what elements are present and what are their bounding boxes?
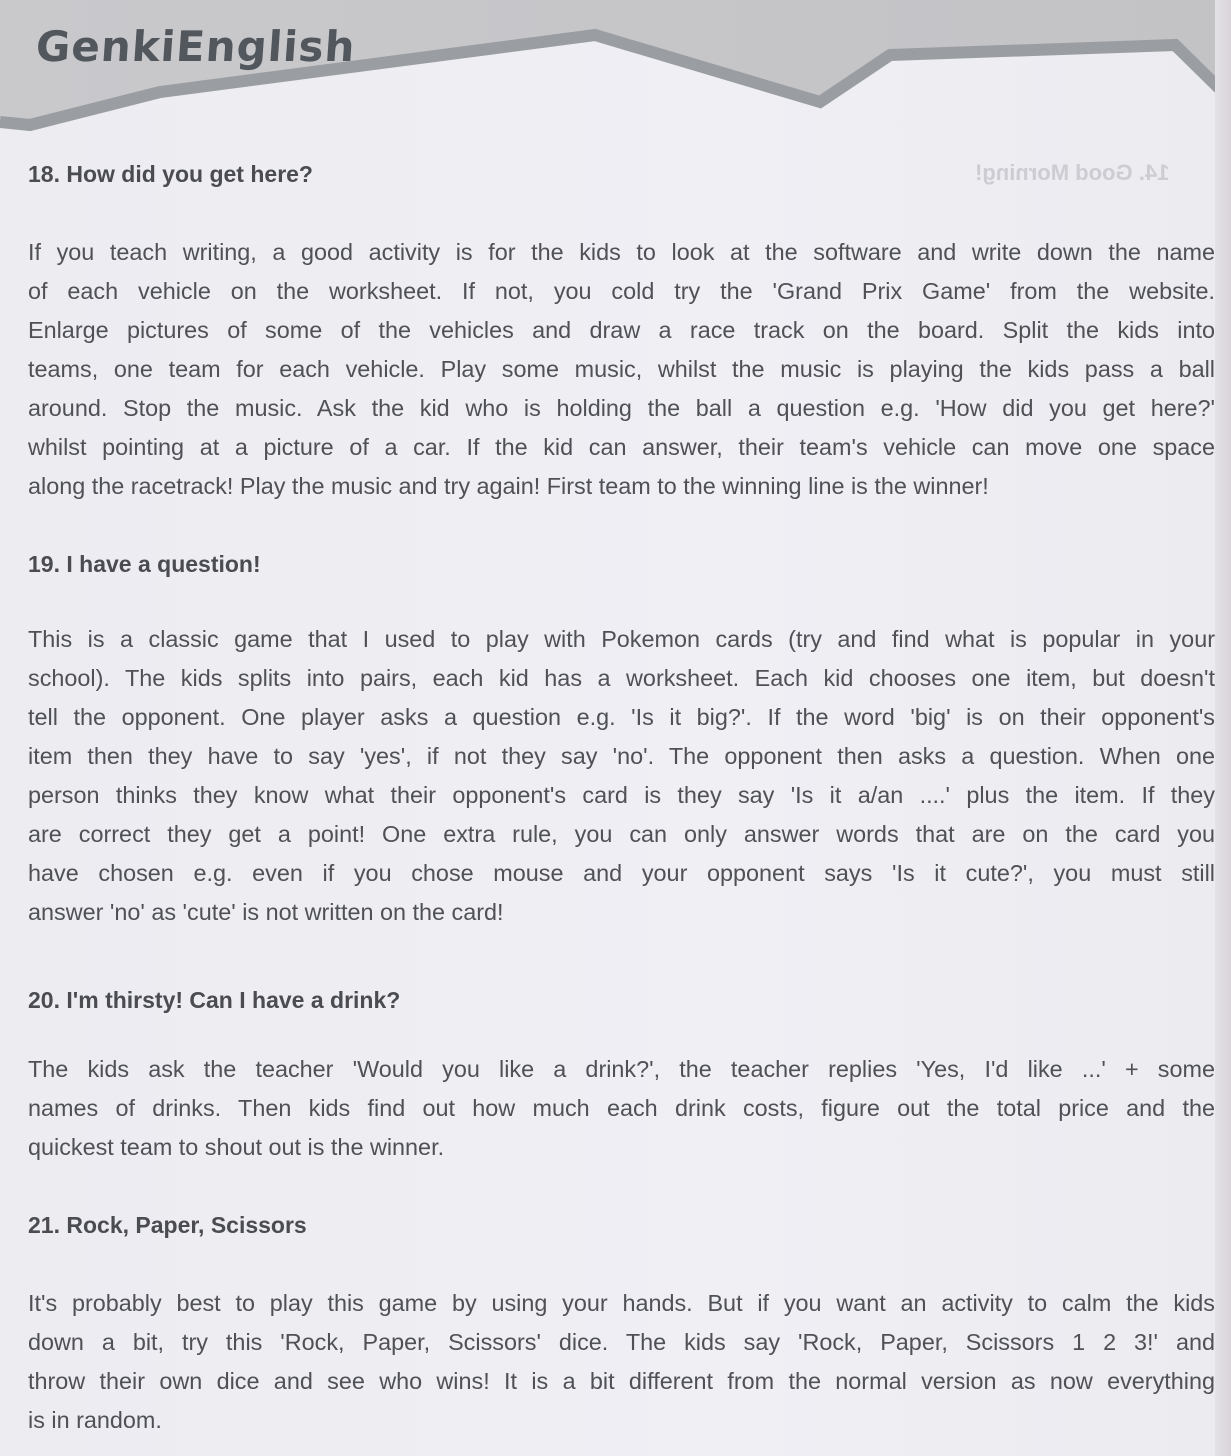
- body-line: answer 'no' as 'cute' is not written on the card!: [28, 899, 504, 925]
- body-line: It's probably best to play this game by using your hands. But if you want an activity to calm the kids: [28, 1290, 1215, 1316]
- section-title-18: 18. How did you get here?: [28, 161, 313, 187]
- section-title-20: 20. I'm thirsty! Can I have a drink?: [28, 987, 401, 1013]
- body-line: school). The kids splits into pairs, each kid has a worksheet. Each kid chooses one item, but doesn't: [28, 665, 1215, 691]
- body-line: teams, one team for each vehicle. Play some music, whilst the music is playing the kids pass a ball: [28, 356, 1215, 382]
- body-line: down a bit, try this 'Rock, Paper, Scissors' dice. The kids say 'Rock, Paper, Scissors 1 2 3!' and: [28, 1329, 1215, 1355]
- body-line: The kids ask the teacher 'Would you like a drink?', the teacher replies 'Yes, I'd like ...' + some: [28, 1056, 1215, 1082]
- genki-english-logo: GenkiEnglish: [34, 22, 358, 71]
- body-line: have chosen e.g. even if you chose mouse and your opponent says 'Is it cute?', you must still: [28, 860, 1215, 886]
- body-line: are correct they get a point! One extra rule, you can only answer words that are on the card you: [28, 821, 1215, 847]
- bleed-through-heading: 14. Good Morning!: [975, 160, 1170, 185]
- body-line: tell the opponent. One player asks a question e.g. 'Is it big?'. If the word 'big' is on their opponent's: [28, 704, 1215, 730]
- body-line: person thinks they know what their opponent's card is they say 'Is it a/an ....' plus the item. If they: [28, 782, 1215, 808]
- body-line: quickest team to shout out is the winner.: [28, 1134, 445, 1160]
- body-line: Enlarge pictures of some of the vehicles and draw a race track on the board. Split the kids into: [28, 317, 1215, 343]
- section-body-21: [28, 1284, 1215, 1440]
- body-line: If you teach writing, a good activity is for the kids to look at the software and write down the name: [28, 239, 1215, 265]
- body-line: of each vehicle on the worksheet. If not, you cold try the 'Grand Prix Game' from the website.: [28, 278, 1215, 304]
- section-body-18: [28, 233, 1215, 506]
- body-line: item then they have to say 'yes', if not they say 'no'. The opponent then asks a question. When one: [28, 743, 1215, 769]
- body-line: along the racetrack! Play the music and try again! First team to the winning line is the winner!: [28, 473, 989, 499]
- body-line: around. Stop the music. Ask the kid who is holding the ball a question e.g. 'How did you get here?': [28, 395, 1215, 421]
- section-body-19: [28, 620, 1215, 932]
- section-title-19: 19. I have a question!: [28, 551, 261, 577]
- section-title-21: 21. Rock, Paper, Scissors: [28, 1212, 307, 1238]
- body-line: names of drinks. Then kids find out how much each drink costs, figure out the total price and the: [28, 1095, 1215, 1121]
- body-line: throw their own dice and see who wins! It is a bit different from the normal version as now everything: [28, 1368, 1215, 1394]
- page-binding-edge: [1215, 0, 1231, 1456]
- body-line: This is a classic game that I used to play with Pokemon cards (try and find what is popular in your: [28, 626, 1215, 652]
- section-body-20: [28, 1050, 1215, 1167]
- body-line: whilst pointing at a picture of a car. If the kid can answer, their team's vehicle can move one space: [28, 434, 1215, 460]
- body-line: is in random.: [28, 1407, 162, 1433]
